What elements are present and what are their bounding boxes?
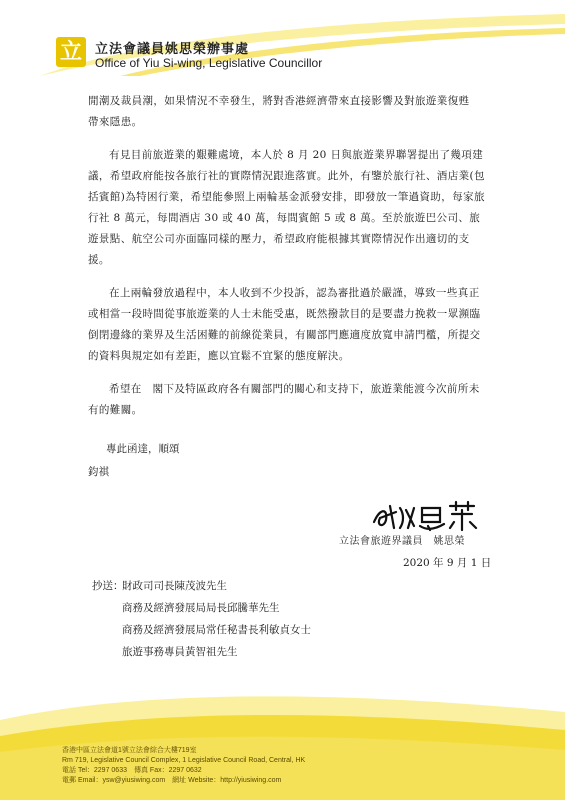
cc-recipient: 旅遊事務專員黃智祖先生 [122, 646, 238, 658]
cc-recipient: 商務及經濟發展局常任秘書長利敏貞女士 [122, 624, 311, 636]
closing-line: 專此函達，順頌 [106, 443, 180, 455]
paragraph-1-line-2: 帶來隱患。 [88, 116, 143, 128]
handwritten-signature [370, 500, 480, 532]
paragraph-1-line-1: 閒潮及裁員潮，如果情況不幸發生，將對香港經濟帶來直接影響及對旅遊業復甦 [88, 95, 470, 107]
office-title-zh: 立法會議員姚思榮辦事處 [95, 42, 250, 57]
logo-char: 立 [59, 39, 82, 65]
cc-row [92, 641, 311, 663]
cc-recipient: 財政司司長陳茂波先生 [122, 580, 227, 592]
letter-footer [0, 690, 565, 800]
paragraph-4: 希望在 閣下及特區政府各有關部門的關心和支持下，旅遊業能渡今次前所未有的難關。 [88, 383, 480, 416]
paragraph-3: 在上兩輪發放過程中，本人收到不少投訴，認為審批過於嚴謹，導致一些真正或相當一段時間從事旅遊業的人士未能受惠，既然撥款目的是要盡力挽救一眾瀕臨倒閉邊緣的業界及生活困難的前線從業員，有關部門應適度放寬申請門檻，所提交的資料與規定如有差距，應以宜鬆不宜緊的態度解決。 [88, 287, 481, 362]
letterhead [0, 14, 565, 76]
footer-address-zh: 香港中區立法會道1號立法會綜合大樓719室 [62, 747, 197, 754]
footer-phone-fax: 電話 Tel：2297 0633 傳真 Fax：2297 0632 [62, 767, 202, 774]
letter-date: 2020 年 9 月 1 日 [403, 557, 492, 569]
paragraph-1 [88, 91, 488, 133]
cc-list [92, 575, 311, 663]
footer-address-en: Rm 719, Legislative Council Complex, 1 Legislative Council Road, Central, HK [62, 757, 306, 764]
salutation: 鈞祺 [88, 466, 109, 478]
cc-label: 抄送： [92, 580, 124, 592]
cc-recipient: 商務及經濟發展局局長邱騰華先生 [122, 602, 280, 614]
letter-body [88, 91, 488, 433]
cc-row [92, 619, 311, 641]
cc-row [92, 575, 311, 597]
footer-email-web: 電郵 Email：ysw@yiusiwing.com 網址 Website：http://yiusiwing.com [62, 777, 282, 784]
office-logo [56, 37, 86, 67]
signer-title: 立法會旅遊界議員 姚思榮 [339, 536, 465, 547]
cc-row [92, 597, 311, 619]
footer-contact [62, 746, 305, 786]
paragraph-2: 有見目前旅遊業的艱難處境，本人於 8 月 20 日與旅遊業界聯署提出了幾項建議，希望政府能按各旅行社的實際情況跟進落實。此外，有鑒於旅行社、酒店業(包括賓館)為特困行業，希望能參照上兩輪基金派發安排，即發放一筆過資助，每家旅行社 8 萬元，每間酒店 30 或 40 萬，每間賓館 5 或 8 萬。至於旅遊巴公司、旅遊景點、航空公司亦面臨同樣的壓力，希望政府能根據其實際情況作出適切的支援。 [88, 149, 485, 266]
office-title-en: Office of Yiu Si-wing, Legislative Councillor [95, 56, 323, 70]
